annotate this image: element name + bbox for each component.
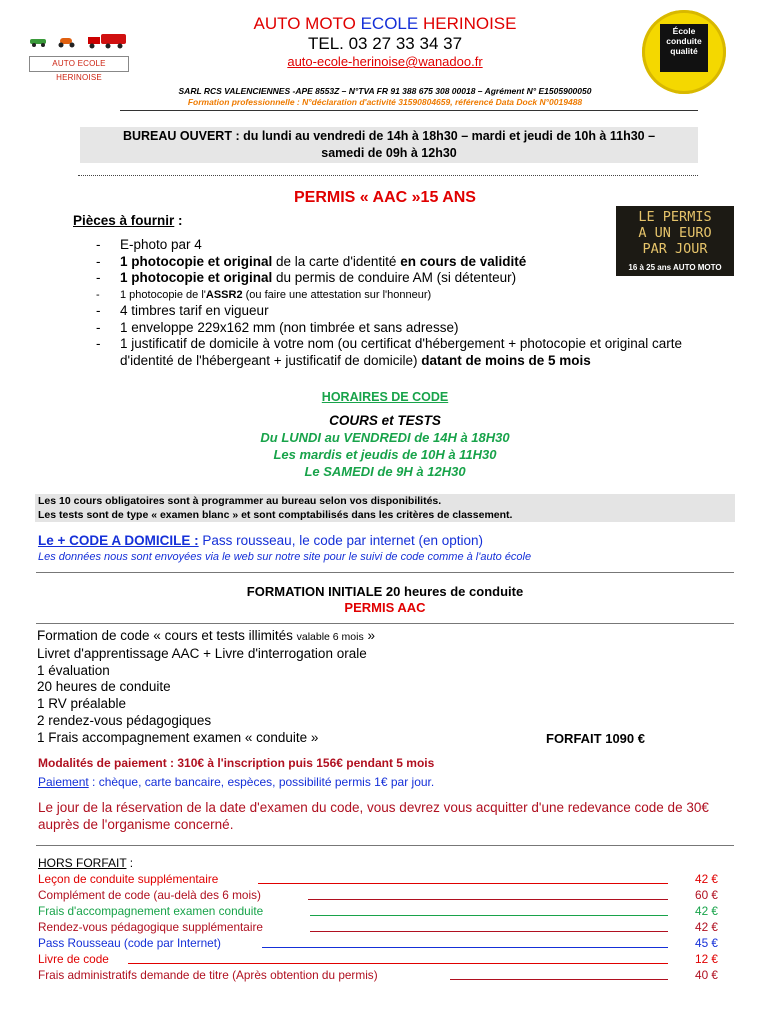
list-item	[90, 254, 690, 271]
price-row	[38, 936, 718, 951]
hors-forfait-heading	[38, 856, 133, 870]
leader-line	[310, 931, 668, 932]
school-logo: AUTO ECOLE HERINOISE	[29, 56, 129, 72]
oblig-line: Les tests sont de type « examen blanc » et sont comptabilisés dans les critères de classement.	[38, 509, 513, 521]
oblig-line: Les 10 cours obligatoires sont à programmer au bureau selon vos disponibilités.	[38, 495, 442, 507]
code-domicile	[38, 533, 483, 548]
formation-list	[37, 628, 697, 747]
leader-line	[450, 979, 668, 980]
office-hours	[80, 128, 698, 162]
price-row	[38, 904, 718, 919]
item-bold: en cours de validité	[400, 253, 527, 269]
price-value: 42 €	[695, 920, 718, 934]
formation-declaration: Formation professionnelle : N°déclaration d'activité 31590804659, référencé Data Dock N°0019488	[187, 97, 583, 107]
payment-terms: Modalités de paiement : 310€ à l'inscription puis 156€ pendant 5 mois	[38, 756, 435, 770]
item-bold: ASSR2	[205, 288, 243, 301]
leader-line	[262, 947, 668, 948]
price-row	[38, 888, 718, 903]
domicile-text: Pass rousseau, le code par internet (en option)	[198, 533, 484, 548]
price-row	[38, 920, 718, 935]
price-row	[38, 968, 718, 983]
divider	[36, 845, 734, 846]
price-value: 42 €	[695, 872, 718, 886]
price-value: 42 €	[695, 904, 718, 918]
price-label: Leçon de conduite supplémentaire	[38, 872, 219, 886]
divider	[78, 175, 698, 176]
item-text: 1 enveloppe 229x162 mm (non timbrée et sans adresse)	[120, 319, 459, 335]
code-fee-note: Le jour de la réservation de la date d'examen du code, vous devrez vous acquitter d'une redevance code de 30€ auprès de l'organisme concerné.	[38, 800, 709, 832]
price-row	[38, 872, 718, 887]
seal-line: École	[672, 26, 696, 36]
price-label: Frais administratifs demande de titre (Après obtention du permis)	[38, 968, 378, 982]
list-item	[37, 628, 697, 646]
item-text: »	[363, 628, 375, 643]
price-label: Livre de code	[38, 952, 109, 966]
permis-title: PERMIS « AAC »15 ANS	[294, 189, 476, 206]
email-link[interactable]: auto-ecole-herinoise@wanadoo.fr	[287, 54, 483, 69]
hors-forfait-title: HORS FORFAIT	[38, 856, 127, 870]
domicile-note: Les données nous sont envoyées via le web sur notre site pour le suivi de code comme à l'auto école	[38, 551, 532, 563]
price-label: Frais d'accompagnement examen conduite	[38, 904, 264, 918]
price-label: Complément de code (au-delà des 6 mois)	[38, 888, 261, 902]
seal-line: conduite	[666, 36, 702, 46]
documents-list	[90, 237, 690, 369]
formation-subtitle: PERMIS AAC	[344, 600, 426, 615]
leader-line	[258, 883, 668, 884]
pieces-heading	[73, 213, 183, 228]
schedule-line: Le SAMEDI de 9H à 12H30	[304, 464, 466, 479]
list-item	[90, 320, 690, 337]
item-text: Formation de code « cours et tests illimités	[37, 628, 297, 643]
item-text: (ou faire une attestation sur l'honneur)	[242, 288, 432, 301]
payment-text: : chèque, carte bancaire, espèces, possibilité permis 1€ par jour.	[88, 775, 435, 789]
office-hours-line: BUREAU OUVERT : du lundi au vendredi de 14h à 18h30 – mardi et jeudi de 10h à 11h30 –	[122, 129, 656, 143]
item-text: de la carte d'identité	[272, 253, 401, 269]
cours-tests: COURS et TESTS	[329, 413, 441, 428]
office-hours-line: samedi de 09h à 12h30	[321, 146, 457, 160]
item-bold: 1 photocopie et original	[120, 270, 273, 285]
pieces-colon: :	[174, 213, 183, 228]
price-value: 12 €	[695, 952, 718, 966]
schedule-line: Du LUNDI au VENDREDI de 14H à 18H30	[260, 430, 510, 445]
list-item: 20 heures de conduite	[37, 679, 171, 695]
list-item	[90, 336, 690, 369]
price-value: 60 €	[695, 888, 718, 902]
list-item	[90, 270, 690, 287]
list-item	[90, 237, 690, 254]
price-value: 40 €	[695, 968, 718, 982]
leader-line	[308, 899, 668, 900]
item-bold: datant de moins de 5 mois	[421, 352, 591, 368]
promo-line: PAR JOUR	[642, 241, 708, 257]
list-item: 1 RV préalable	[37, 696, 127, 712]
list-item	[90, 303, 690, 320]
company-registration: SARL RCS VALENCIENNES -APE 8553Z – N°TVA FR 91 388 675 308 00018 – Agrément N° E1505900050	[178, 86, 592, 96]
school-name-part: AUTO MOTO	[253, 14, 356, 33]
item-text: E-photo par 4	[120, 237, 202, 252]
pieces-title: Pièces à fournir	[73, 213, 175, 228]
list-item: 1 évaluation	[37, 662, 110, 678]
item-text: 1 justificatif de domicile à votre nom (ou certificat d'hébergement + photocopie et original carte d'identité de l'hébergeant + justificatif de domicile)	[120, 336, 683, 368]
list-item: 2 rendez-vous pédagogiques	[37, 712, 212, 728]
school-name	[0, 14, 770, 34]
price-label: Rendez-vous pédagogique supplémentaire	[38, 920, 263, 934]
price-value: 45 €	[695, 936, 718, 950]
seal-line: qualité	[670, 46, 698, 56]
item-text: 1 photocopie de l'	[120, 288, 206, 301]
payment-methods	[38, 775, 434, 789]
forfait-price: FORFAIT 1090 €	[546, 731, 645, 746]
list-item	[90, 287, 690, 304]
divider	[36, 623, 734, 624]
item-text: du permis de conduire AM (si détenteur)	[272, 270, 517, 285]
school-name-part: HERINOISE	[422, 14, 517, 33]
domicile-lead: Le + CODE A DOMICILE :	[38, 533, 199, 548]
formation-title: FORMATION INITIALE 20 heures de conduite	[246, 584, 524, 599]
divider	[120, 110, 698, 111]
schedule-line: Les mardis et jeudis de 10H à 11H30	[273, 447, 497, 462]
phone-number: TEL. 03 27 33 34 37	[307, 34, 463, 53]
item-bold: 1 photocopie et original	[120, 253, 273, 269]
promo-line: A UN EURO	[638, 225, 712, 241]
promo-line: LE PERMIS	[638, 209, 712, 225]
leader-line	[128, 963, 668, 964]
item-text: valable 6 mois	[296, 631, 364, 643]
list-item: 1 Frais accompagnement examen « conduite »	[37, 729, 319, 745]
price-label: Pass Rousseau (code par Internet)	[38, 936, 221, 950]
promo-subtitle: 16 à 25 ans AUTO MOTO	[628, 263, 722, 272]
list-item: Livret d'apprentissage AAC + Livre d'interrogation orale	[37, 645, 367, 661]
leader-line	[310, 915, 668, 916]
horaires-title: HORAIRES DE CODE	[321, 390, 449, 404]
school-name-part: ECOLE	[360, 14, 419, 33]
divider	[36, 572, 734, 573]
payment-label: Paiement	[38, 775, 89, 789]
price-row	[38, 952, 718, 967]
item-text: 4 timbres tarif en vigueur	[120, 303, 269, 318]
hors-forfait-colon: :	[126, 856, 134, 870]
